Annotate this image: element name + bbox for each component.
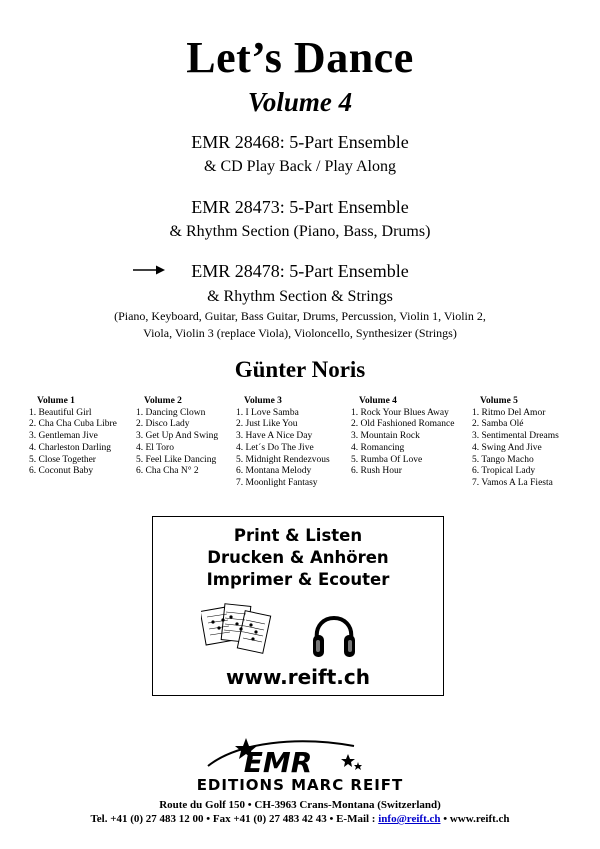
website-url[interactable]: www.reift.ch	[226, 665, 370, 689]
volume-column	[236, 396, 330, 490]
track-list	[351, 408, 454, 478]
instrumentation-line-1: (Piano, Keyboard, Guitar, Bass Guitar, Drums, Percussion, Violin 1, Violin 2,	[114, 309, 486, 323]
volume-heading: Volume 1	[37, 396, 75, 406]
list-item: 6. Cha Cha N° 2	[136, 466, 199, 477]
list-item: 2. Cha Cha Cuba Libre	[29, 419, 117, 430]
track-list	[472, 408, 559, 490]
list-item: 2. Samba Olé	[472, 419, 524, 430]
instrumentation-line-2: Viola, Violin 3 (replace Viola), Violoncello, Synthesizer (Strings)	[143, 326, 457, 340]
list-item: 5. Tango Macho	[472, 454, 534, 465]
list-item: 2. Old Fashioned Romance	[351, 419, 455, 430]
list-item: 5. Feel Like Dancing	[136, 454, 217, 465]
edition-3-detail: & Rhythm Section & Strings	[207, 288, 393, 305]
list-item: 7. Moonlight Fantasy	[236, 477, 318, 488]
edition-2-code: EMR 28473: 5-Part Ensemble	[191, 197, 409, 217]
list-item: 4. Charleston Darling	[29, 442, 112, 453]
list-item: 4. Romancing	[351, 442, 405, 453]
list-item: 7. Vamos A La Fiesta	[472, 477, 553, 488]
list-item: 5. Close Together	[29, 454, 96, 465]
volume-subtitle: Volume 4	[247, 87, 353, 117]
volume-column	[351, 396, 454, 478]
volume-heading: Volume 2	[144, 396, 182, 406]
contact-website: • www.reift.ch	[440, 813, 510, 825]
edition-3-code: EMR 28478: 5-Part Ensemble	[191, 261, 409, 281]
volume-heading: Volume 5	[480, 396, 518, 406]
track-list	[236, 408, 330, 490]
emr-logo-icon	[198, 736, 364, 778]
volume-heading: Volume 4	[359, 396, 397, 406]
track-list	[136, 408, 218, 478]
edition-2-detail: & Rhythm Section (Piano, Bass, Drums)	[169, 223, 431, 240]
contact-phone-fax: Tel. +41 (0) 27 483 12 00 • Fax +41 (0) 27 483 42 43 • E-Mail :	[90, 813, 379, 825]
page-title: Let’s Dance	[186, 33, 414, 82]
list-item: 1. Rock Your Blues Away	[351, 407, 449, 418]
volume-column	[472, 396, 559, 490]
list-item: 1. Dancing Clown	[136, 407, 206, 418]
list-item: 4. Swing And Jive	[472, 442, 542, 453]
volume-column	[136, 396, 218, 478]
list-item: 5. Midnight Rendezvous	[236, 454, 330, 465]
list-item: 2. Disco Lady	[136, 419, 190, 430]
promo-line-french: Imprimer & Ecouter	[206, 570, 390, 589]
list-item: 5. Rumba Of Love	[351, 454, 423, 465]
list-item: 1. I Love Samba	[236, 407, 299, 418]
list-item: 3. Mountain Rock	[351, 431, 420, 442]
list-item: 4. El Toro	[136, 442, 174, 453]
list-item: 3. Sentimental Dreams	[472, 431, 559, 442]
publisher-address: Route du Golf 150 • CH-3963 Crans-Montana (Switzerland)	[159, 799, 441, 811]
list-item: 3. Have A Nice Day	[236, 431, 313, 442]
list-item: 1. Ritmo Del Amor	[472, 407, 546, 418]
sheet-music-icon	[201, 601, 275, 659]
track-list	[29, 408, 117, 478]
edition-1-code: EMR 28468: 5-Part Ensemble	[191, 132, 409, 152]
promo-line-german: Drucken & Anhören	[207, 548, 389, 567]
email-link[interactable]: info@reift.ch	[378, 813, 441, 825]
edition-1-detail: & CD Play Back / Play Along	[204, 158, 396, 175]
list-item: 1. Beautiful Girl	[29, 407, 92, 418]
list-item: 6. Coconut Baby	[29, 466, 94, 477]
list-item: 6. Tropical Lady	[472, 466, 536, 477]
list-item: 3. Get Up And Swing	[136, 431, 219, 442]
list-item: 2. Just Like You	[236, 419, 298, 430]
list-item: 6. Rush Hour	[351, 466, 402, 477]
list-item: 4. Let´s Do The Jive	[236, 442, 314, 453]
logo-text: EMR	[243, 746, 313, 778]
list-item: 6. Montana Melody	[236, 466, 312, 477]
promo-line-english: Print & Listen	[233, 526, 363, 545]
volume-heading: Volume 3	[244, 396, 282, 406]
volume-column	[29, 396, 117, 478]
list-item: 3. Gentleman Jive	[29, 431, 98, 442]
print-listen-box	[152, 516, 444, 696]
headphones-icon	[311, 601, 357, 659]
publisher-name: EDITIONS MARC REIFT	[196, 776, 404, 794]
author-name: Günter Noris	[234, 357, 366, 382]
publisher-contact	[0, 812, 600, 826]
